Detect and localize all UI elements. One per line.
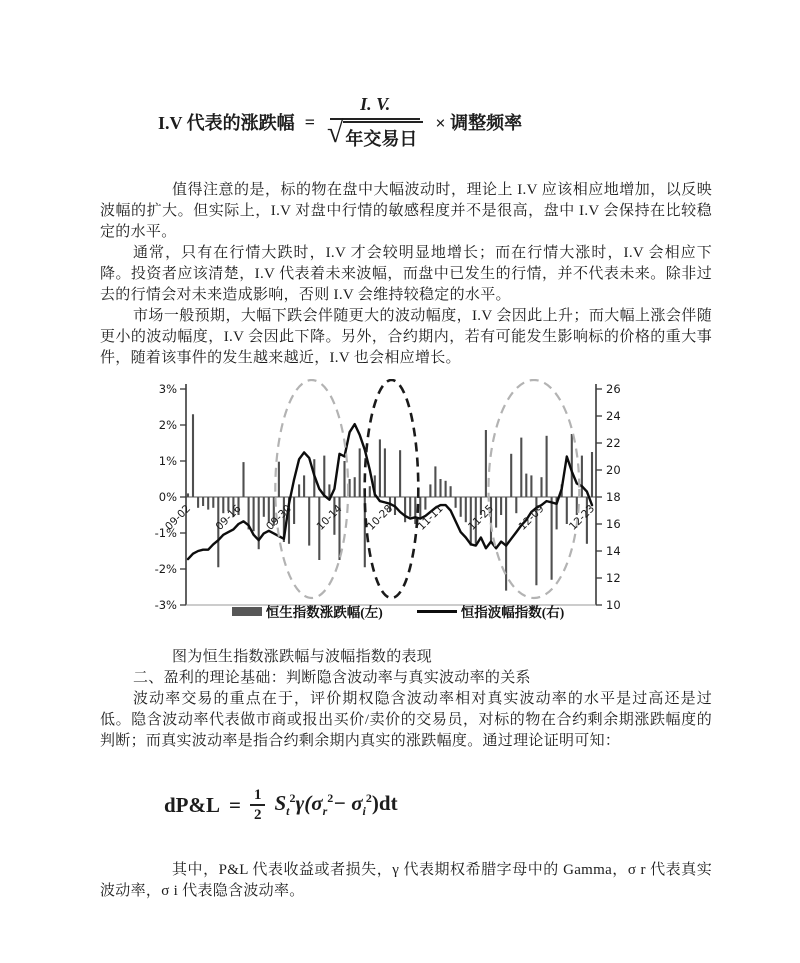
paragraph-1: 值得注意的是，标的物在盘中大幅波动时，理论上 I.V 应该相应地增加，以反映波幅的扩大。但实际上，I.V 对盘中行情的敏感程度并不是很高，盘中 I.V 会保持在比较稳定的水平。	[100, 182, 712, 240]
formula2-sigma-r-sup: 2	[327, 791, 334, 805]
right-tick-label: 10	[606, 598, 621, 612]
formula2-tail: )dt	[371, 791, 398, 815]
formula2-body	[274, 791, 397, 819]
left-tick-label: 2%	[158, 418, 177, 432]
formula-iv-amplitude	[158, 84, 712, 160]
right-tick-label: 16	[606, 517, 621, 531]
body-text-block-3	[100, 860, 712, 902]
formula1-fraction	[327, 94, 423, 151]
formula1-equals: =	[304, 111, 315, 132]
x-tick-label-09-02: 09-02	[163, 502, 194, 533]
x-tick-label-09-30: 09-30	[264, 502, 295, 533]
formula2-gamma-sigma: γ(σ	[295, 791, 323, 815]
formula2-lhs: dP&L	[164, 792, 221, 817]
x-tick-label-12-09: 12-09	[516, 502, 547, 533]
formula1-suffix: × 调整频率	[435, 113, 523, 133]
legend-item-bars	[232, 601, 383, 621]
right-tick-label: 26	[606, 382, 621, 396]
left-tick-label: -2%	[154, 562, 177, 576]
chart-legend	[148, 601, 648, 621]
formula2-s-sub: t	[286, 804, 290, 818]
right-tick-label: 14	[606, 544, 621, 558]
formula2-equals: =	[229, 792, 241, 817]
radical-sign: √	[326, 115, 344, 149]
legend-label-line: 恒指波幅指数(右)	[460, 605, 565, 620]
legend-label-bars: 恒生指数涨跌幅(左)	[265, 605, 383, 620]
right-tick-label: 12	[606, 571, 621, 585]
annotation-ellipse-1	[275, 380, 348, 598]
line-swatch-icon	[417, 610, 457, 613]
left-tick-label: -3%	[154, 598, 177, 612]
hang-seng-volatility-chart	[148, 379, 648, 621]
legend-item-line	[417, 601, 565, 621]
formula1-prefix: I.V 代表的涨跌幅	[158, 113, 295, 133]
paragraph-4: 波动率交易的重点在于，评价期权隐含波动率相对真实波动率的水平是过高还是过低。隐含波动率代表做市商或报出买价/卖价的交易员，对标的物在合约剩余期涨跌幅度的判断；而真实波动率是指合约剩余期内真实的涨跌幅度。通过理论证明可知：	[100, 691, 712, 749]
left-tick-label: 0%	[158, 490, 177, 504]
bar-swatch-icon	[232, 607, 262, 616]
right-tick-label: 20	[606, 463, 621, 477]
x-tick-label-11-11: 11-11	[415, 502, 446, 533]
left-tick-label: -1%	[154, 526, 177, 540]
x-tick-label-09-16: 09-16	[213, 502, 244, 533]
formula2-s-sup: 2	[289, 791, 296, 805]
chart-caption: 图为恒生指数涨跌幅与波幅指数的表现	[172, 649, 433, 665]
annotation-ellipse-3	[489, 380, 580, 598]
formula2-half-fraction	[250, 787, 266, 823]
x-tick-label-10-14: 10-14	[314, 502, 345, 533]
formula2-s: S	[274, 791, 287, 815]
section-heading: 二、盈利的理论基础：判断隐含波动率与真实波动率的关系	[133, 670, 531, 686]
right-tick-label: 18	[606, 490, 621, 504]
paragraph-5: 其中，P&L 代表收益或者损失，γ 代表期权希腊字母中的 Gamma，σ r 代表真实波动率，σ i 代表隐含波动率。	[100, 862, 712, 899]
x-tick-label-12-23: 12-23	[567, 502, 598, 533]
chart-canvas	[148, 379, 648, 617]
formula1-radicand: 年交易日	[343, 121, 423, 151]
left-tick-label: 3%	[158, 382, 177, 396]
paragraph-3: 市场一般预期，大幅下跌会伴随更大的波动幅度，I.V 会因此上升；而大幅上涨会伴随更小的波动幅度，I.V 会因此下降。另外，合约期内，若有可能发生影响标的价格的重大事件，随着该事件的发生越来越近，I.V 也会相应增长。	[100, 308, 712, 366]
body-text-block-2	[100, 647, 712, 752]
x-tick-label-10-28: 10-28	[365, 502, 396, 533]
formula2-minus-sigma: − σ	[333, 791, 363, 815]
formula-pnl	[164, 778, 712, 832]
formula2-sigma-i-sub: i	[362, 804, 366, 818]
formula2-sigma-r-sub: r	[322, 804, 328, 818]
formula1-numerator: I. V.	[330, 94, 420, 120]
formula2-sigma-i-sup: 2	[365, 791, 372, 805]
formula2-frac-num: 1	[250, 787, 266, 806]
right-tick-label: 24	[606, 409, 621, 423]
formula2-frac-den: 2	[253, 807, 262, 823]
x-tick-label-11-25: 11-25	[466, 502, 497, 533]
paragraph-2: 通常，只有在行情大跌时，I.V 才会较明显地增长；而在行情大涨时，I.V 会相应下降。投资者应该清楚，I.V 代表着未来波幅，而盘中已发生的行情，并不代表未来。除非过去的行情会对未来造成影响，否则 I.V 会维持较稳定的水平。	[100, 245, 712, 303]
body-text-block-1	[100, 180, 712, 369]
right-tick-label: 22	[606, 436, 621, 450]
formula1-denominator	[326, 115, 423, 151]
left-tick-label: 1%	[158, 454, 177, 468]
